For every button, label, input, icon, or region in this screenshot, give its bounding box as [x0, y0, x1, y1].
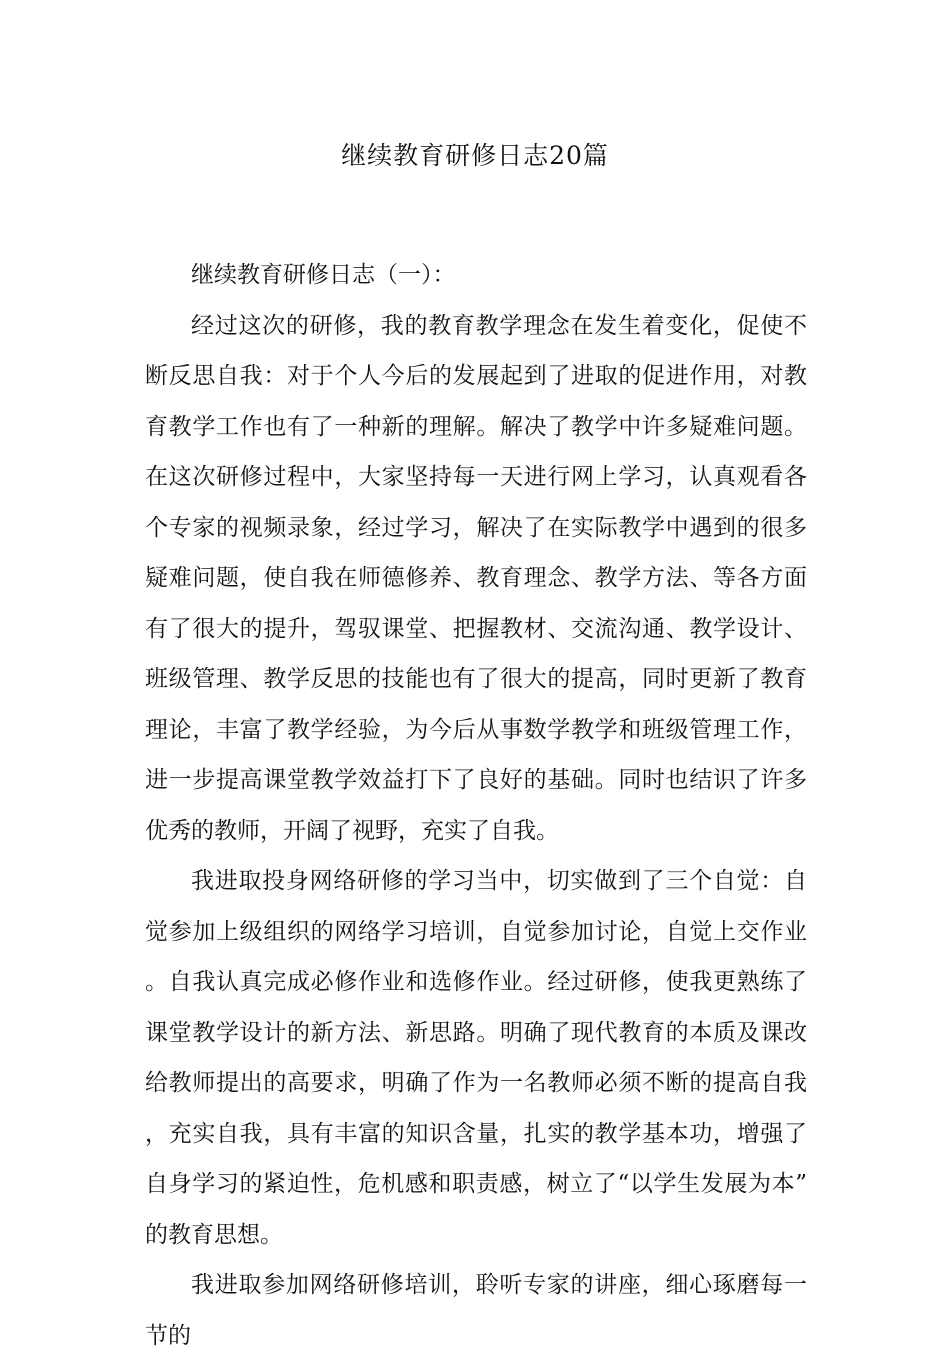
paragraph-2: 我进取投身网络研修的学习当中，切实做到了三个自觉：自觉参加上级组织的网络学习培训，自觉参加讨论，自觉上交作业。自我认真完成必修作业和选修作业。经过研修，使我更熟练了课堂教学设计的新方法、新思路。明确了现代教育的本质及课改给教师提出的高要求，明确了作为一名教师必须不断的提高自我，充实自我，具有丰富的知识含量，扎实的教学基本功，增强了自身学习的紧迫性，危机感和职责感，树立了“以学生发展为本”的教育思想。 — [145, 868, 807, 1248]
paragraph-1: 经过这次的研修，我的教育教学理念在发生着变化，促使不断反思自我：对于个人今后的发展起到了进取的促进作用，对教育教学工作也有了一种新的理解。解决了教学中许多疑难问题。在这次研修过程中，大家坚持每一天进行网上学习，认真观看各个专家的视频录象，经过学习，解决了在实际教学中遇到的很多疑难问题，使自我在师德修养、教育理念、教学方法、等各方面有了很大的提升，驾驭课堂、把握教材、交流沟通、教学设计、班级管理、教学反思的技能也有了很大的提高，同时更新了教育理论，丰富了教学经验，为今后从事数学教学和班级管理工作，进一步提高课堂教学效益打下了良好的基础。同时也结识了许多优秀的教师，开阔了视野，充实了自我。 — [145, 312, 807, 844]
document-body — [145, 250, 807, 1361]
paragraph-3: 我进取参加网络研修培训，聆听专家的讲座，细心琢磨每一节的 — [145, 1272, 807, 1349]
section-heading: 继续教育研修日志（一）： — [191, 262, 456, 288]
document-title: 继续教育研修日志20篇 — [341, 141, 609, 170]
